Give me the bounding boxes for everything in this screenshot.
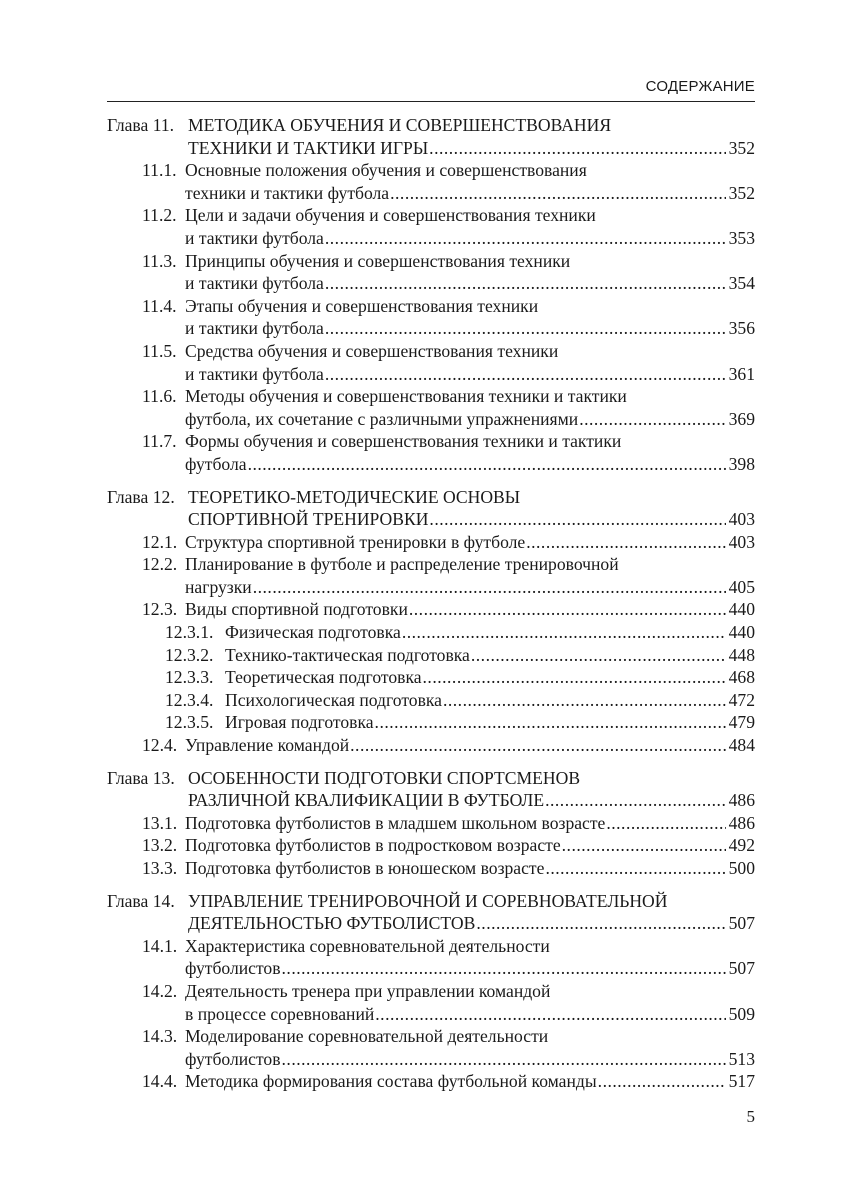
section-title: Управление командой: [185, 735, 350, 756]
chapter-title-line: [107, 486, 755, 509]
chapter-title: РАЗЛИЧНОЙ КВАЛИФИКАЦИИ В ФУТБОЛЕ: [188, 790, 545, 811]
chapter-title: ДЕЯТЕЛЬНОСТЬЮ ФУТБОЛИСТОВ: [188, 913, 476, 934]
chapter-title-line[interactable]: [107, 789, 755, 812]
toc-entry-13-1[interactable]: [107, 812, 755, 835]
dot-leader: [325, 272, 726, 295]
section-number: 12.1.: [142, 531, 178, 552]
toc-entry-11-6[interactable]: [107, 385, 755, 430]
page-number: 492: [728, 835, 755, 856]
toc-entry-11-5[interactable]: [107, 340, 755, 385]
section-number: 11.2.: [142, 205, 177, 226]
dot-leader: [471, 644, 726, 667]
chapter-title: МЕТОДИКА ОБУЧЕНИЯ И СОВЕРШЕНСТВОВАНИЯ: [188, 115, 612, 135]
section-title: Структура спортивной тренировки в футболе: [185, 531, 526, 552]
section-title: техники и тактики футбола: [185, 182, 390, 203]
section-title: Этапы обучения и совершенствования техники: [185, 295, 539, 316]
chapter-title: ОСОБЕННОСТИ ПОДГОТОВКИ СПОРТСМЕНОВ: [188, 767, 581, 788]
toc-entry-13-2[interactable]: [107, 834, 755, 857]
toc-entry-12-3-3[interactable]: [107, 666, 755, 689]
section-title: и тактики футбола: [185, 273, 324, 294]
table-of-contents: [107, 114, 755, 1093]
chapter-title-line[interactable]: [107, 137, 755, 160]
section-title: Методы обучения и совершенствования техники и тактики: [185, 386, 627, 407]
dot-leader: [282, 1048, 726, 1071]
section-title: Формы обучения и совершенствования техники и тактики: [185, 431, 622, 452]
section-title: Подготовка футболистов в младшем школьном возрасте: [185, 812, 606, 833]
toc-entry-11-2[interactable]: [107, 204, 755, 249]
section-title: Виды спортивной подготовки: [185, 599, 408, 620]
page-number: 486: [728, 812, 755, 833]
chapter-13: [107, 767, 755, 880]
section-title: футбола, их сочетание с различными упражнениями: [185, 408, 579, 429]
subsection-title: Психологическая подготовка: [225, 689, 442, 710]
dot-leader: [325, 317, 726, 340]
page-number: 353: [728, 227, 755, 248]
section-title: Характеристика соревновательной деятельности: [185, 935, 550, 956]
chapter-title-line[interactable]: [107, 508, 755, 531]
dot-leader: [248, 453, 726, 476]
dot-leader: [375, 711, 726, 734]
dot-leader: [429, 508, 725, 531]
section-title: и тактики футбола: [185, 318, 324, 339]
section-number: 14.3.: [142, 1026, 178, 1047]
toc-entry-11-3[interactable]: [107, 250, 755, 295]
section-number: 11.1.: [142, 160, 177, 181]
chapter-title-line: [107, 114, 755, 137]
section-number: 14.4.: [142, 1071, 178, 1092]
toc-entry-11-7[interactable]: [107, 430, 755, 475]
toc-entry-13-3[interactable]: [107, 857, 755, 880]
subsection-number: 12.3.2.: [165, 644, 214, 665]
section-title: Подготовка футболистов в юношеском возрасте: [185, 858, 545, 878]
page-number: 440: [728, 622, 755, 643]
page-number: 403: [728, 531, 755, 552]
subsection-title: Игровая подготовка: [225, 712, 374, 733]
page-number: 479: [728, 712, 755, 733]
chapter-number: Глава 12.: [107, 486, 175, 507]
chapter-number: Глава 14.: [107, 890, 175, 911]
page-number: 507: [728, 958, 755, 979]
toc-entry-12-2[interactable]: [107, 553, 755, 598]
section-title: футболистов: [185, 1048, 281, 1069]
dot-leader: [282, 957, 726, 980]
dot-leader: [606, 812, 725, 835]
page-number: 486: [728, 790, 755, 811]
page-number: 500: [728, 858, 755, 878]
subsection-title: Физическая подготовка: [225, 622, 401, 643]
section-title: Основные положения обучения и совершенствования: [185, 160, 587, 181]
toc-entry-12-3-4[interactable]: [107, 689, 755, 712]
dot-leader: [562, 834, 726, 857]
section-title: Методика формирования состава футбольной команды: [185, 1071, 597, 1092]
page-number: 352: [728, 182, 755, 203]
section-title: футболистов: [185, 958, 281, 979]
subsection-title: Технико-тактическая подготовка: [225, 644, 470, 665]
page-number: 472: [728, 689, 755, 710]
section-number: 14.2.: [142, 980, 178, 1001]
page-number: 356: [728, 318, 755, 339]
dot-leader: [375, 1003, 725, 1026]
dot-leader: [423, 666, 726, 689]
section-number: 13.1.: [142, 812, 178, 833]
section-title: нагрузки: [185, 576, 252, 597]
section-number: 13.2.: [142, 835, 178, 856]
section-number: 11.7.: [142, 431, 177, 452]
section-title: Цели и задачи обучения и совершенствования техники: [185, 205, 596, 226]
toc-entry-11-1[interactable]: [107, 159, 755, 204]
toc-entry-11-4[interactable]: [107, 295, 755, 340]
dot-leader: [325, 227, 726, 250]
chapter-14: [107, 890, 755, 1093]
toc-entry-14-1[interactable]: [107, 935, 755, 980]
subsection-title: Теоретическая подготовка: [225, 667, 422, 688]
dot-leader: [526, 531, 725, 554]
chapter-title-line: [107, 767, 755, 790]
dot-leader: [545, 857, 725, 880]
page-number: 403: [728, 509, 755, 530]
page-number: 448: [728, 644, 755, 665]
chapter-title-line: [107, 890, 755, 913]
page-number: 440: [728, 599, 755, 620]
section-number: 11.5.: [142, 340, 177, 361]
page-number: 354: [728, 273, 755, 294]
page-number: 398: [728, 453, 755, 474]
subsection-number: 12.3.3.: [165, 667, 214, 688]
page-number: 484: [728, 735, 755, 756]
section-title: футбола: [185, 453, 247, 474]
toc-entry-12-3-2[interactable]: [107, 644, 755, 667]
dot-leader: [598, 1070, 726, 1093]
dot-leader: [325, 363, 726, 386]
page-number: 352: [728, 137, 755, 158]
page-number: 361: [728, 363, 755, 384]
running-header: СОДЕРЖАНИЕ: [645, 78, 755, 95]
section-number: 12.4.: [142, 735, 178, 756]
chapter-title: ТЕХНИКИ И ТАКТИКИ ИГРЫ: [188, 137, 429, 158]
toc-entry-14-3[interactable]: [107, 1025, 755, 1070]
toc-entry-12-3-1[interactable]: [107, 621, 755, 644]
chapter-11: [107, 114, 755, 476]
section-number: 11.6.: [142, 386, 177, 407]
section-title: Моделирование соревновательной деятельности: [185, 1026, 549, 1047]
chapter-title: ТЕОРЕТИКО-МЕТОДИЧЕСКИЕ ОСНОВЫ: [188, 486, 521, 507]
dot-leader: [253, 576, 726, 599]
dot-leader: [402, 621, 726, 644]
section-number: 13.3.: [142, 858, 178, 878]
dot-leader: [443, 689, 726, 712]
page-number: 509: [728, 1003, 755, 1024]
section-title: Деятельность тренера при управлении командой: [185, 980, 551, 1001]
dot-leader: [350, 734, 725, 757]
folio-page-number: 5: [746, 1107, 755, 1126]
section-number: 14.1.: [142, 935, 178, 956]
page-number: 517: [728, 1071, 755, 1092]
dot-leader: [579, 408, 725, 431]
page-number: 405: [728, 576, 755, 597]
toc-entry-14-2[interactable]: [107, 980, 755, 1025]
subsection-number: 12.3.4.: [165, 689, 214, 710]
section-title: Планирование в футболе и распределение тренировочной: [185, 554, 619, 575]
header-rule: [107, 101, 755, 102]
chapter-number: Глава 11.: [107, 115, 175, 135]
toc-entry-14-4[interactable]: [107, 1070, 755, 1093]
chapter-title-line[interactable]: [107, 912, 755, 935]
dot-leader: [545, 789, 726, 812]
section-title: Средства обучения и совершенствования техники: [185, 340, 559, 361]
section-title: и тактики футбола: [185, 227, 324, 248]
chapter-title: СПОРТИВНОЙ ТРЕНИРОВКИ: [188, 509, 429, 530]
chapter-number: Глава 13.: [107, 767, 175, 788]
page-number: 513: [728, 1048, 755, 1069]
section-title: Принципы обучения и совершенствования техники: [185, 250, 571, 271]
section-number: 11.3.: [142, 250, 177, 271]
subsection-number: 12.3.1.: [165, 622, 214, 643]
dot-leader: [476, 912, 725, 935]
dot-leader: [390, 182, 725, 205]
page-number: 369: [728, 408, 755, 429]
toc-entry-12-3[interactable]: [107, 598, 755, 621]
section-title: Подготовка футболистов в подростковом возрасте: [185, 835, 561, 856]
toc-entry-12-1[interactable]: [107, 531, 755, 554]
dot-leader: [409, 598, 726, 621]
chapter-12: [107, 486, 755, 757]
page-number: 507: [728, 913, 755, 934]
section-title: в процессе соревнований: [185, 1003, 375, 1024]
chapter-title: УПРАВЛЕНИЕ ТРЕНИРОВОЧНОЙ И СОРЕВНОВАТЕЛЬНОЙ: [188, 890, 668, 911]
dot-leader: [429, 137, 725, 160]
section-title: и тактики футбола: [185, 363, 324, 384]
subsection-number: 12.3.5.: [165, 712, 214, 733]
toc-entry-12-3-5[interactable]: [107, 711, 755, 734]
section-number: 12.2.: [142, 554, 178, 575]
section-number: 11.4.: [142, 295, 177, 316]
section-number: 12.3.: [142, 599, 178, 620]
page-number: 468: [728, 667, 755, 688]
toc-entry-12-4[interactable]: [107, 734, 755, 757]
